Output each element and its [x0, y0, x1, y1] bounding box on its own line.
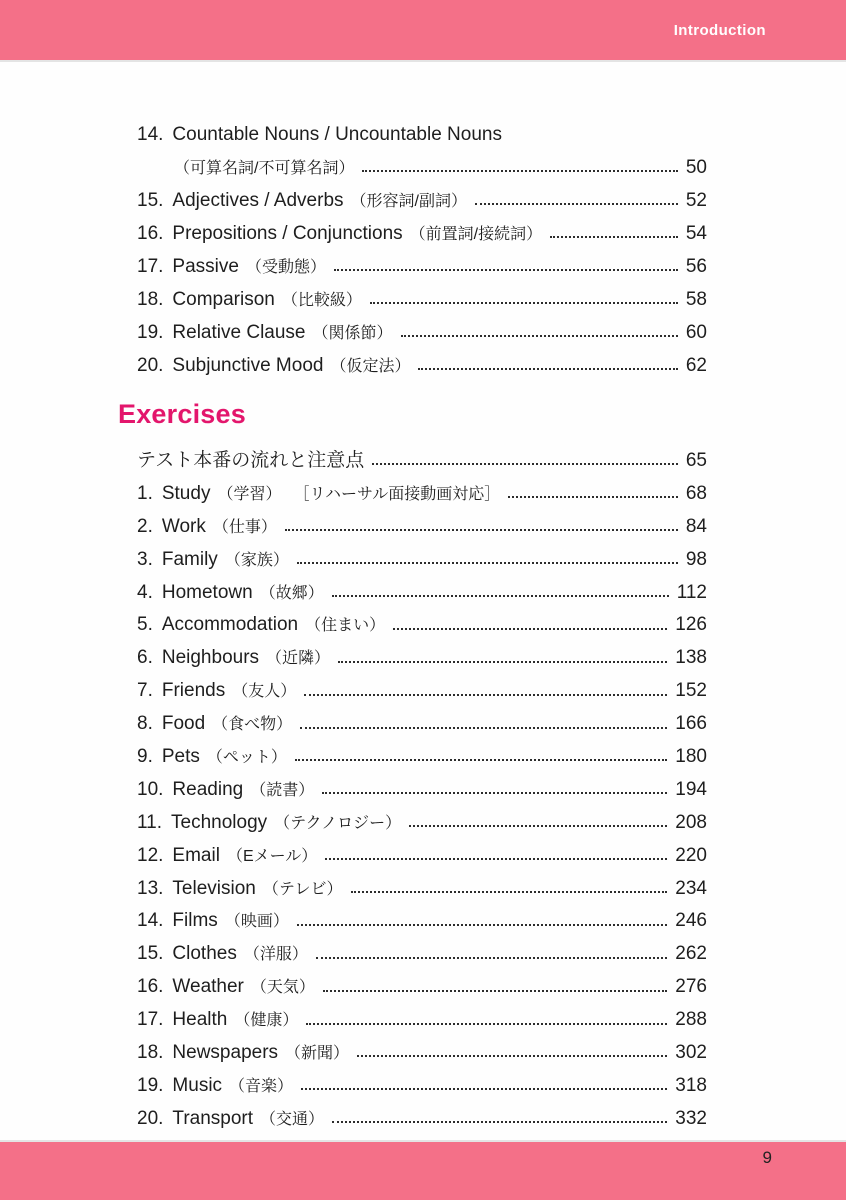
toc-item-title: Comparison [172, 289, 275, 310]
toc-item-title: Pets [161, 746, 200, 768]
toc-item-number: 4. [137, 581, 153, 603]
toc-item-number: 17. [137, 1009, 164, 1031]
footer-page-number: 9 [762, 1148, 772, 1167]
dot-leader [297, 560, 678, 564]
toc-row [137, 118, 707, 151]
toc-item-title: Reading [172, 778, 244, 800]
toc-item-subtitle-ja: （形容詞/副詞） [350, 193, 467, 210]
toc-item-number: 17. [137, 256, 164, 277]
toc-item-number: 15. [137, 943, 164, 965]
toc-item-subtitle-ja: （関係節） [312, 325, 393, 342]
toc-item-number: 10. [137, 778, 164, 800]
toc-item-page-number: 84 [685, 515, 707, 537]
toc-row [137, 905, 707, 938]
toc-item-page-number: 332 [675, 1107, 707, 1129]
toc-item-subtitle-ja: （音楽） [229, 1077, 294, 1095]
toc-item-title: Neighbours [161, 647, 260, 669]
toc-item-title: テスト本番の流れと注意点 [137, 450, 365, 471]
toc-item-page-number: 60 [685, 322, 707, 343]
toc-item-subtitle-ja: （住まい） [305, 617, 386, 635]
toc-item-subtitle-ja: （天気） [250, 979, 315, 997]
dot-leader [334, 267, 678, 271]
toc-row [137, 1070, 707, 1103]
toc-item-number: 19. [137, 322, 164, 343]
toc-row [137, 938, 707, 971]
toc-row [137, 316, 707, 349]
toc-item-number: 16. [137, 223, 164, 244]
toc-row [137, 609, 707, 642]
toc-item-page-number: 246 [675, 910, 707, 932]
dot-leader [351, 889, 668, 893]
toc-item-title: Hometown [161, 581, 253, 603]
toc-item-number: 8. [137, 713, 153, 735]
toc-item-subtitle-ja: （仮定法） [330, 358, 411, 375]
toc-item-annotation: ［リハーサル面接動画対応］ [293, 485, 501, 503]
toc-item-number: 13. [137, 877, 164, 899]
toc-row [137, 445, 707, 478]
toc-item-title: Adjectives / Adverbs [172, 190, 344, 211]
dot-leader [338, 659, 667, 663]
toc-row [137, 873, 707, 906]
toc-item-page-number: 138 [675, 647, 707, 669]
toc-item-subtitle-ja: （洋服） [243, 946, 308, 964]
toc-item-page-number: 276 [675, 976, 707, 998]
toc-item-subtitle-ja: （家族） [224, 551, 289, 569]
dot-leader [316, 955, 667, 959]
dot-leader [550, 234, 678, 238]
toc-item-number: 19. [137, 1074, 164, 1096]
dot-leader [325, 856, 667, 860]
dot-leader [295, 757, 667, 761]
toc-item-title: Family [161, 548, 218, 570]
toc-item-number: 9. [137, 746, 153, 768]
toc-item-subtitle-ja: （仕事） [212, 518, 277, 536]
toc-row [137, 478, 707, 511]
header-band [0, 0, 846, 60]
toc-item-page-number: 62 [685, 355, 707, 376]
toc-row [137, 544, 707, 577]
toc-item-number: 5. [137, 614, 153, 636]
toc-item-title: Email [172, 844, 220, 866]
toc-row [137, 217, 707, 250]
dot-leader [401, 333, 678, 337]
toc-item-title: Health [172, 1009, 228, 1031]
toc-row [137, 184, 707, 217]
toc-item-page-number: 288 [675, 1009, 707, 1031]
toc-item-number: 14. [137, 910, 164, 932]
toc-item-title: Prepositions / Conjunctions [172, 223, 403, 244]
toc-item-number: 12. [137, 844, 164, 866]
dot-leader [508, 494, 678, 498]
toc-item-subtitle-ja: （交通） [260, 1110, 325, 1128]
toc-row [137, 741, 707, 774]
toc-item-page-number: 194 [675, 778, 707, 800]
exercises-toc-list [137, 445, 707, 1136]
toc-item-title: Study [161, 482, 211, 504]
toc-item-page-number: 166 [675, 713, 707, 735]
toc-item-subtitle-ja: （ペット） [206, 749, 287, 767]
toc-row [137, 774, 707, 807]
exercises-heading: Exercises [118, 399, 246, 429]
dot-leader [362, 168, 677, 172]
toc-item-number: 20. [137, 1107, 164, 1129]
toc-item-page-number: 234 [675, 877, 707, 899]
header-section-label: Introduction [673, 22, 766, 39]
toc-item-page-number: 152 [675, 680, 707, 702]
dot-leader [357, 1053, 667, 1057]
dot-leader [409, 823, 667, 827]
toc-item-subtitle-ja: （学習） [217, 485, 282, 503]
toc-item-page-number: 318 [675, 1074, 707, 1096]
toc-item-subtitle-ja: （読書） [250, 781, 315, 799]
toc-item-number: 18. [137, 1042, 164, 1064]
toc-item-page-number: 208 [675, 811, 707, 833]
dot-leader [297, 922, 667, 926]
toc-item-title: Transport [172, 1107, 254, 1129]
toc-row [137, 151, 707, 184]
toc-item-number: 6. [137, 647, 153, 669]
toc-item-page-number: 65 [685, 450, 707, 471]
toc-row [137, 675, 707, 708]
grammar-toc-list [137, 118, 707, 382]
toc-item-page-number: 262 [675, 943, 707, 965]
toc-item-page-number: 58 [685, 289, 707, 310]
toc-row [137, 1103, 707, 1136]
toc-item-number: 15. [137, 190, 164, 211]
toc-item-page-number: 54 [685, 223, 707, 244]
dot-leader [285, 527, 678, 531]
dot-leader [306, 1021, 667, 1025]
toc-row [137, 511, 707, 544]
toc-item-page-number: 98 [685, 548, 707, 570]
toc-row [137, 840, 707, 873]
toc-item-page-number: 68 [685, 482, 707, 504]
toc-row [137, 807, 707, 840]
toc-item-page-number: 52 [685, 190, 707, 211]
toc-row [137, 971, 707, 1004]
toc-item-title: Relative Clause [172, 322, 306, 343]
toc-item-title: Countable Nouns / Uncountable Nouns [172, 124, 502, 145]
toc-item-number: 3. [137, 548, 153, 570]
toc-item-title: Technology [171, 811, 268, 833]
dot-leader [301, 1086, 667, 1090]
toc-item-number: 20. [137, 355, 164, 376]
toc-item-subtitle-ja: （Eメール） [226, 847, 318, 865]
toc-item-subtitle-ja: （故郷） [259, 584, 324, 602]
toc-item-page-number: 220 [675, 844, 707, 866]
toc-item-subtitle-ja: （新聞） [285, 1045, 350, 1063]
dot-leader [418, 366, 677, 370]
dot-leader [322, 790, 667, 794]
toc-item-subtitle-ja: （可算名詞/不可算名詞） [174, 160, 355, 177]
toc-item-subtitle-ja: （食べ物） [212, 716, 293, 734]
toc-item-page-number: 112 [676, 581, 707, 603]
toc-item-title: Films [172, 910, 218, 932]
toc-item-title: Accommodation [161, 614, 299, 636]
dot-leader [332, 593, 669, 597]
toc-item-page-number: 302 [675, 1042, 707, 1064]
toc-item-subtitle-ja: （受動態） [245, 259, 326, 276]
toc-item-subtitle-ja: （前置詞/接続詞） [409, 226, 543, 243]
dot-leader [332, 1119, 667, 1123]
toc-item-number: 11. [137, 811, 163, 833]
toc-item-title: Food [161, 713, 206, 735]
toc-item-number: 1. [137, 482, 153, 504]
toc-item-title: Weather [172, 976, 244, 998]
toc-item-subtitle-ja: （健康） [234, 1012, 299, 1030]
dot-leader [393, 626, 667, 630]
toc-row [137, 283, 707, 316]
table-of-contents [0, 60, 846, 1136]
toc-item-title: Music [172, 1074, 223, 1096]
toc-item-title: Work [161, 515, 206, 537]
toc-item-subtitle-ja: （映画） [224, 913, 289, 931]
toc-item-number: 18. [137, 289, 164, 310]
toc-item-subtitle-ja: （友人） [232, 683, 297, 701]
toc-row [137, 1004, 707, 1037]
dot-leader [323, 988, 667, 992]
toc-item-title: Subjunctive Mood [172, 355, 324, 376]
toc-item-subtitle-ja: （テレビ） [262, 880, 343, 898]
toc-item-title: Passive [172, 256, 239, 277]
toc-item-title: Newspapers [172, 1042, 279, 1064]
dot-leader [304, 692, 667, 696]
dot-leader [475, 201, 678, 205]
toc-item-number: 14. [137, 124, 164, 145]
toc-item-number: 7. [137, 680, 153, 702]
toc-row [137, 250, 707, 283]
toc-item-page-number: 56 [685, 256, 707, 277]
toc-item-title: Television [172, 877, 256, 899]
footer-band [0, 1142, 846, 1200]
dot-leader [300, 725, 667, 729]
toc-item-number: 16. [137, 976, 164, 998]
dot-leader [370, 300, 678, 304]
toc-item-subtitle-ja: （テクノロジー） [274, 814, 402, 832]
toc-row [137, 349, 707, 382]
toc-item-subtitle-ja: （比較級） [281, 292, 362, 309]
toc-item-page-number: 50 [685, 157, 707, 178]
toc-item-page-number: 126 [675, 614, 707, 636]
dot-leader [372, 461, 678, 465]
toc-row [137, 577, 707, 610]
toc-item-title: Friends [161, 680, 226, 702]
toc-item-title: Clothes [172, 943, 237, 965]
toc-item-page-number: 180 [675, 746, 707, 768]
toc-row [137, 708, 707, 741]
toc-item-subtitle-ja: （近隣） [266, 650, 331, 668]
toc-item-number: 2. [137, 515, 153, 537]
toc-row [137, 1037, 707, 1070]
toc-row [137, 642, 707, 675]
